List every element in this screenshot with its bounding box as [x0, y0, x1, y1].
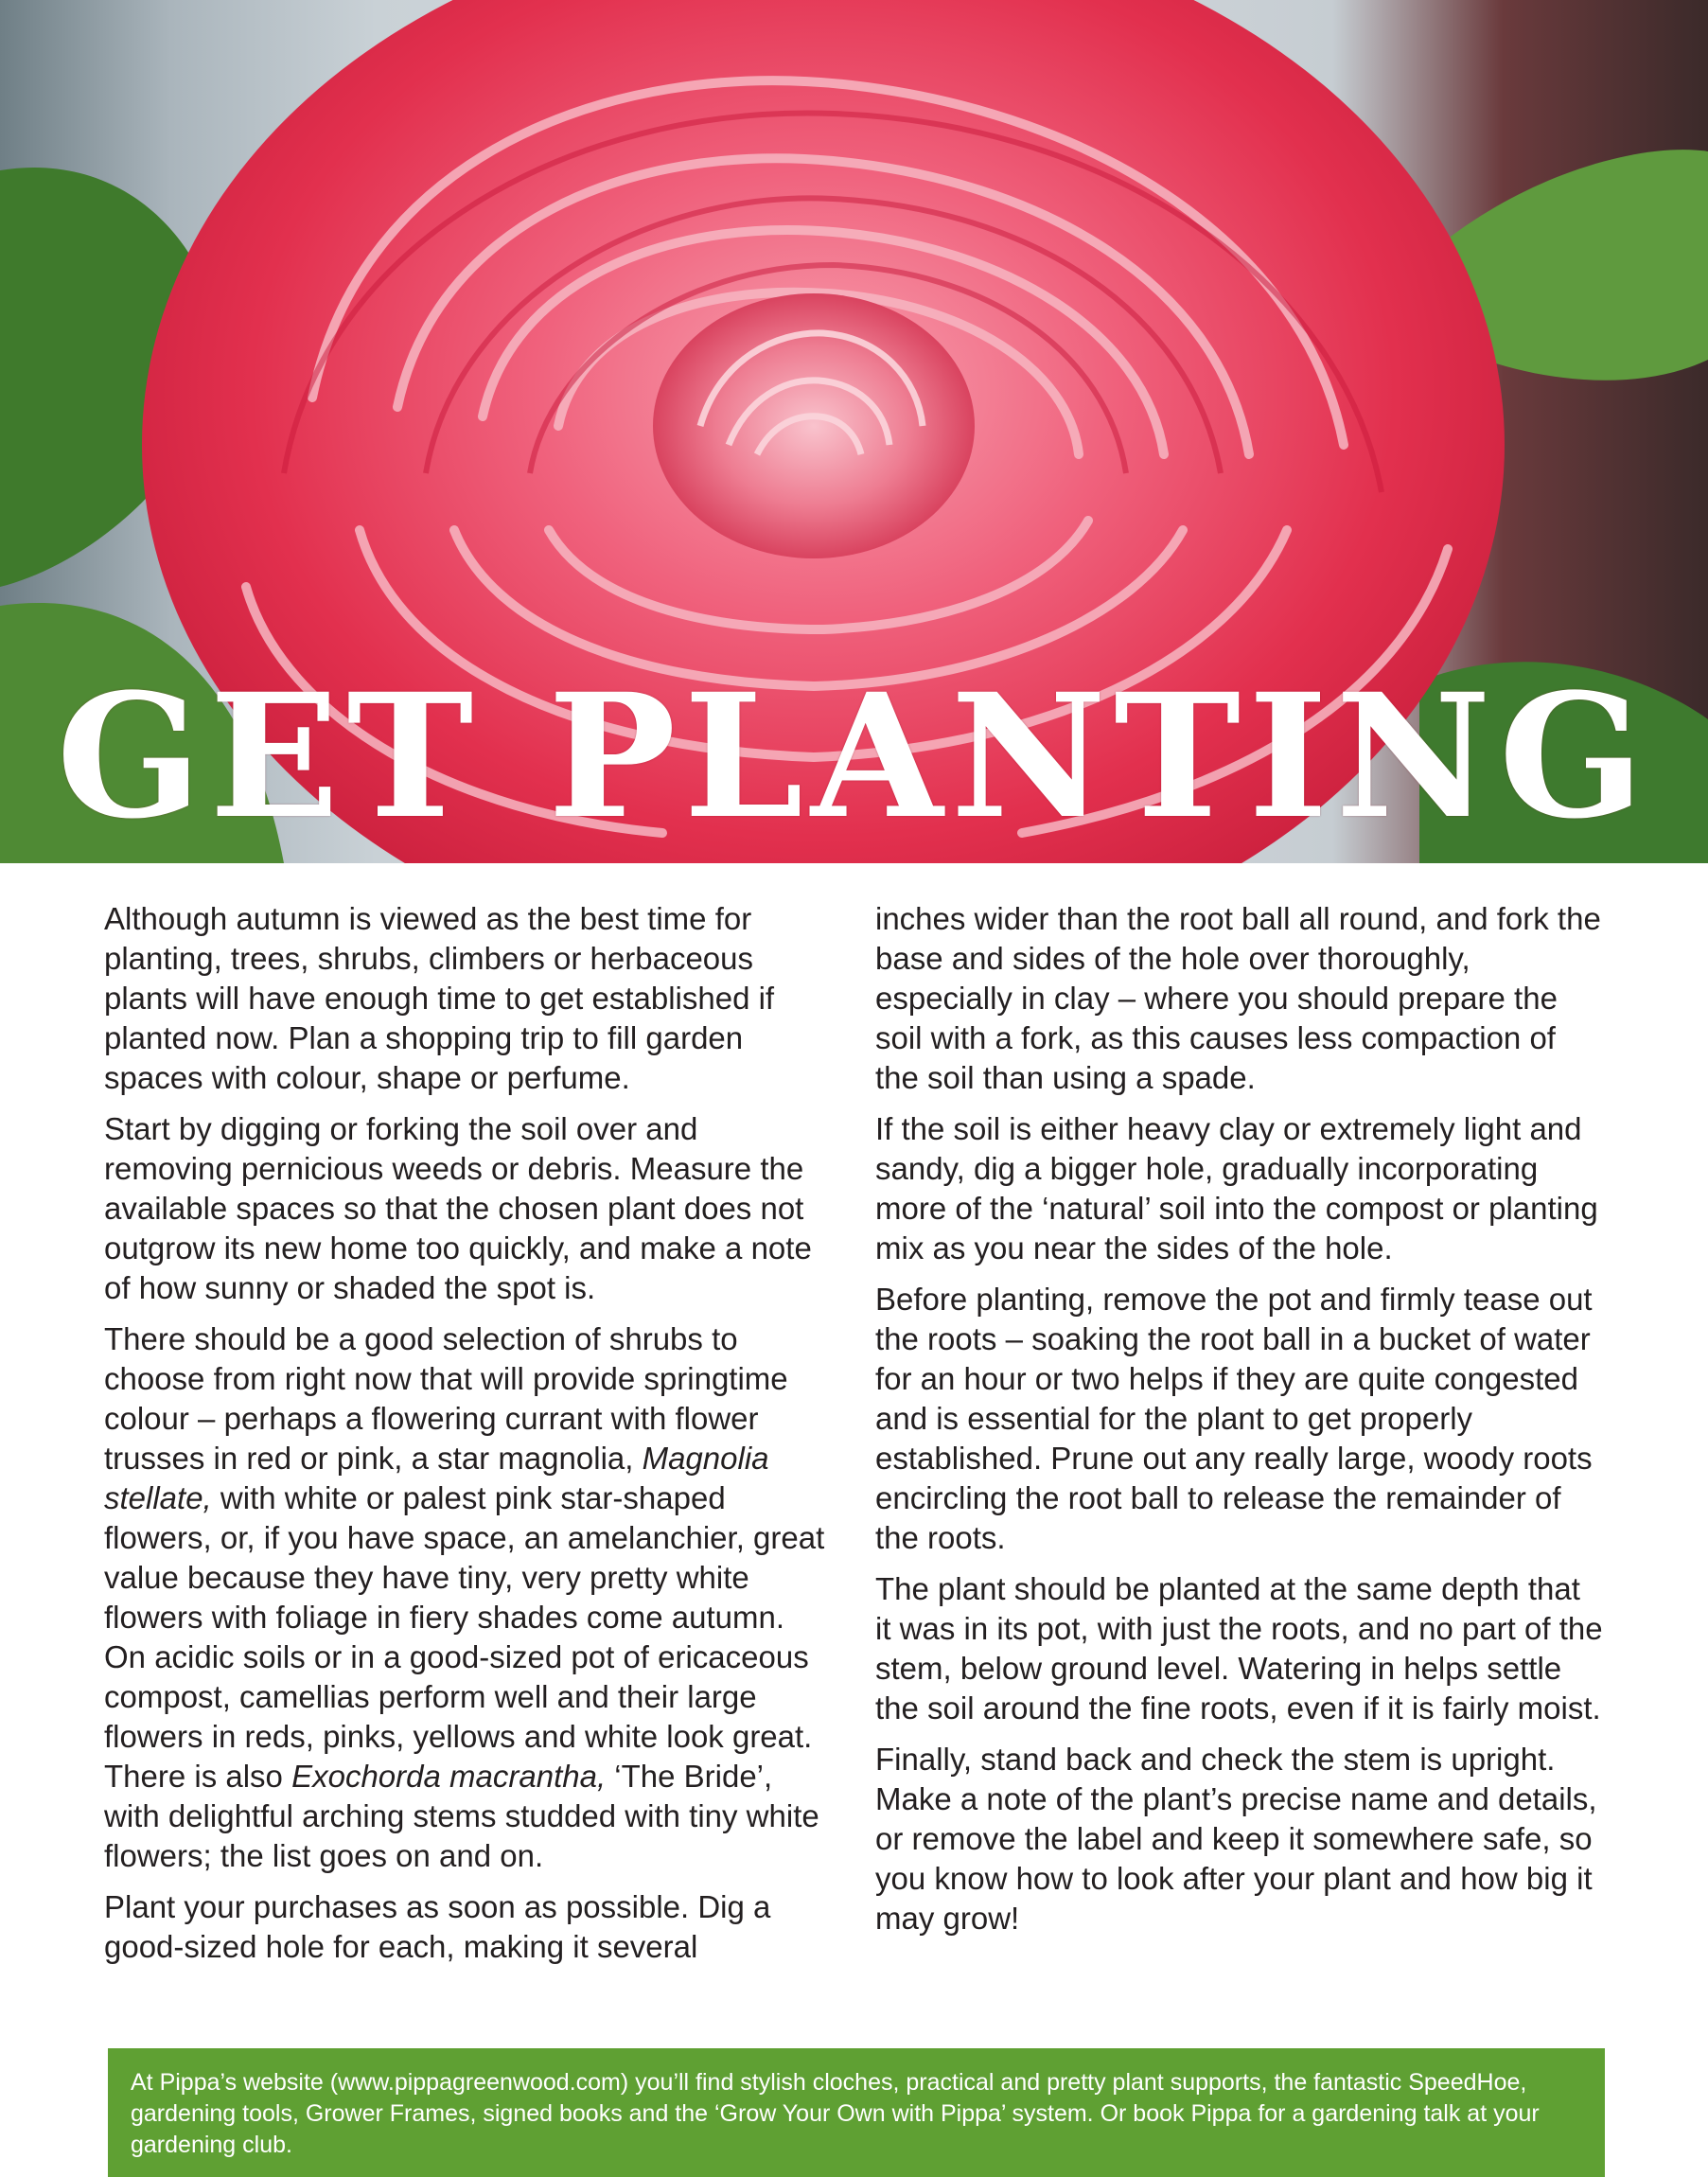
paragraph — [104, 1319, 833, 1876]
column-left — [104, 899, 833, 1978]
paragraph: Before planting, remove the pot and firmly tease out the roots – soaking the root ball in a bucket of water for an hour or two helps if they are quite congested and is essential for the plant to get properly established. Prune out any really large, woody roots encircling the root ball to release the remainder of the roots. — [875, 1282, 1593, 1555]
latin-name: Magnolia stellate, — [104, 1441, 769, 1515]
text-run: ‘The Bride’, with delightful arching stems studded with tiny white flowers; the list goes on and on. — [104, 1759, 819, 1873]
article-body — [104, 899, 1604, 1978]
column-right — [875, 899, 1604, 1978]
paragraph: Although autumn is viewed as the best time for planting, trees, shrubs, climbers or herbaceous plants will have enough time to get established if planted now. Plan a shopping trip to fill garden spaces with colour, shape or perfume. — [104, 901, 775, 1095]
paragraph: Plant your purchases as soon as possible. Dig a good-sized hole for each, making it several — [104, 1889, 771, 1964]
text-run: with white or palest pink star-shaped flowers, or, if you have space, an amelanchier, great value because they have tiny, very pretty white flowers with foliage in fiery shades come autumn. On acidic soils or in a good-sized pot of ericaceous compost, camellias perform well and their large flowers in reds, pinks, yellows and white look great. There is also — [104, 1480, 825, 1794]
paragraph: The plant should be planted at the same depth that it was in its pot, with just the roots, and no part of the stem, below ground level. Watering in helps settle the soil around the fine roots, even if it is fairly moist. — [875, 1571, 1603, 1726]
paragraph: inches wider than the root ball all round, and fork the base and sides of the hole over thoroughly, especially in clay – where you should prepare the soil with a fork, as this causes less compaction of the soil than using a spade. — [875, 901, 1601, 1095]
paragraph: Finally, stand back and check the stem is upright. Make a note of the plant’s precise name and details, or remove the label and keep it somewhere safe, so you know how to look after your plant and how big it may grow! — [875, 1742, 1597, 1936]
latin-name: Exochorda macrantha, — [291, 1759, 607, 1794]
page-title: GET PLANTING — [56, 657, 1652, 857]
text-run: There should be a good selection of shrubs to choose from right now that will provide springtime colour – perhaps a flowering currant with flower trusses in red or pink, a star magnolia, — [104, 1321, 788, 1476]
paragraph: If the soil is either heavy clay or extremely light and sandy, dig a bigger hole, gradually incorporating more of the ‘natural’ soil into the compost or planting mix as you near the sides of the hole. — [875, 1111, 1598, 1265]
hero-image — [0, 0, 1708, 863]
promo-box — [108, 2048, 1605, 2177]
promo-text: At Pippa’s website (www.pippagreenwood.com) you’ll find stylish cloches, practical and pretty plant supports, the fantastic SpeedHoe, gardening tools, Grower Frames, signed books and the ‘Grow Your Own with Pippa’ system. Or book Pippa for a gardening talk at your gardening club. — [131, 2069, 1540, 2158]
paragraph: Start by digging or forking the soil over and removing pernicious weeds or debris. Measure the available spaces so that the chosen plant does not outgrow its new home too quickly, and make a note of how sunny or shaded the spot is. — [104, 1111, 812, 1305]
